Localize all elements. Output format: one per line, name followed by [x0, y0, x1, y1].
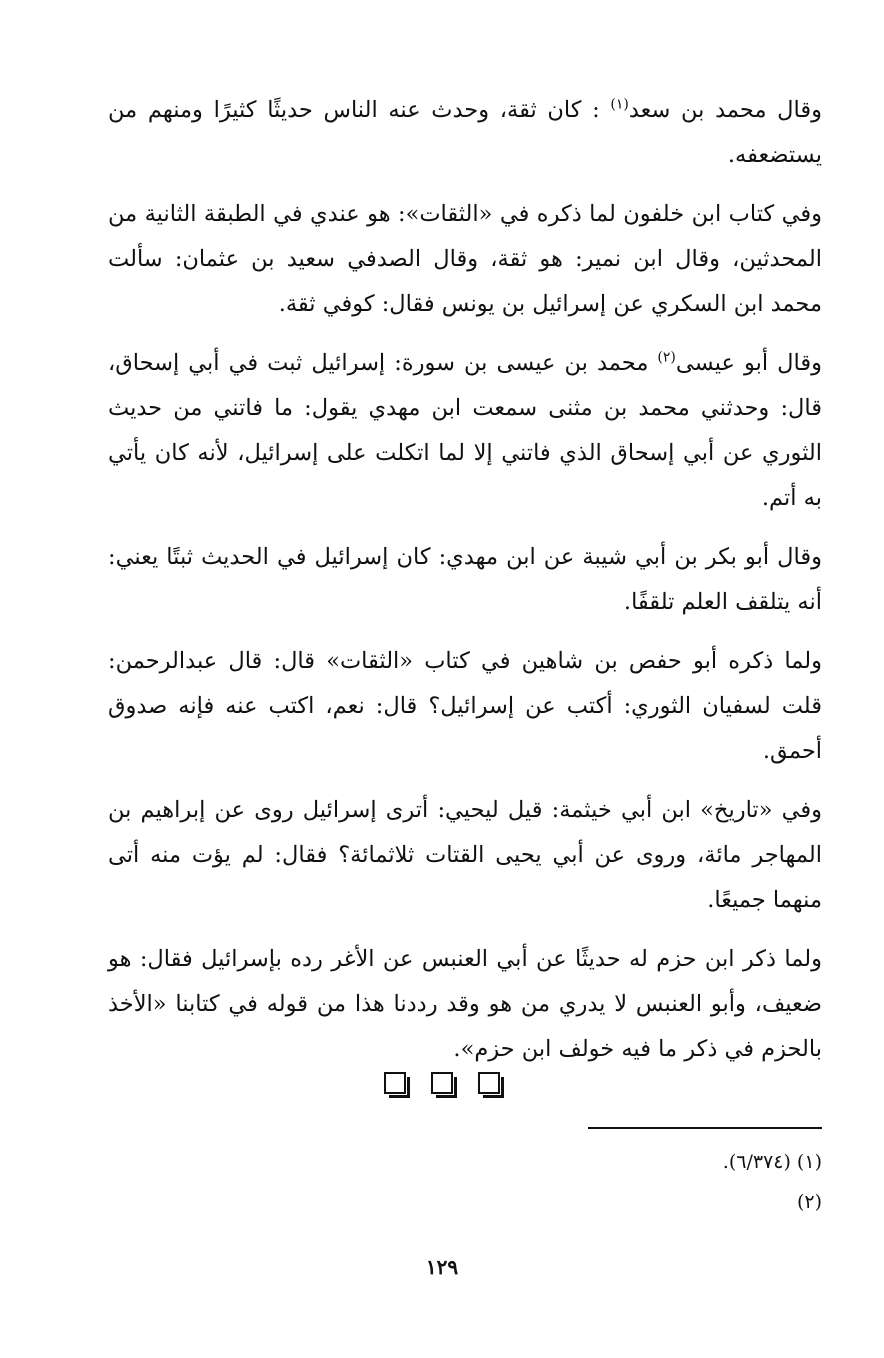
paragraph-text: وفي «تاريخ» ابن أبي خيثمة: قيل ليحيي: أترى إسرائيل روى عن إبراهيم بن المهاجر مائة، وروى عن أبي يحيى القتات ثلاثمائة؟ فقال: لم يؤت منه أتى منهما جميعًا. [108, 797, 822, 913]
paragraph-text: محمد بن عيسى بن سورة: إسرائيل ثبت في أبي إسحاق، قال: وحدثني محمد بن مثنى سمعت ابن مهدي يقول: ما فاتني من حديث الثوري عن أبي إسحاق الذي فاتني إلا لما اتكلت على إسرائيل، لأنه كان يأتي به أتم. [108, 350, 822, 511]
page-number: ١٢٩ [425, 1255, 459, 1279]
paragraph-text: وقال أبو عيسى [675, 350, 822, 376]
paragraph-2 [108, 192, 822, 327]
paragraph-text: وقال محمد بن سعد [628, 97, 822, 123]
paragraph-1 [108, 88, 822, 178]
paragraph-text: ولما ذكره أبو حفص بن شاهين في كتاب «الثقات» قال: قال عبدالرحمن: قلت لسفيان الثوري: أكتب عن إسرائيل؟ قال: نعم، اكتب عنه فإنه صدوق أحمق. [108, 648, 822, 764]
paragraph-text: ولما ذكر ابن حزم له حديثًا عن أبي العنبس عن الأغر رده بإسرائيل فقال: هو ضعيف، وأبو العنبس لا يدري من هو وقد رددنا هذا من قوله في كتابنا «الأخذ بالحزم في ذكر ما فيه خولف ابن حزم». [108, 946, 822, 1062]
paragraph-text: وفي كتاب ابن خلفون لما ذكره في «الثقات»: هو عندي في الطبقة الثانية من المحدثين، وقال ابن نمير: هو ثقة، وقال الصدفي سعيد بن عثمان: سألت محمد ابن السكري عن إسرائيل بن يونس فقال: كوفي ثقة. [108, 201, 822, 317]
paragraph-6 [108, 788, 822, 923]
paragraph-text: : كان ثقة، وحدث عنه الناس حديثًا كثيرًا ومنهم من يستضعفه. [108, 97, 822, 168]
square-ornament-icon [431, 1072, 453, 1094]
paragraph-3 [108, 341, 822, 521]
footnote-1: (١) (٦/٣٧٤). [722, 1151, 822, 1173]
footnotes [108, 1142, 822, 1222]
square-ornament-icon [384, 1072, 406, 1094]
main-text [108, 88, 822, 1086]
square-ornament-icon [478, 1072, 500, 1094]
footnote-ref-2[interactable]: (٢) [657, 349, 676, 366]
footnote-2: (٢) [796, 1191, 822, 1213]
paragraph-text: وقال أبو بكر بن أبي شيبة عن ابن مهدي: كان إسرائيل في الحديث ثبتًا يعني: أنه يتلقف العلم تلقفًا. [108, 544, 822, 615]
footnote-ref-1[interactable]: (١) [610, 96, 629, 113]
paragraph-4 [108, 535, 822, 625]
paragraph-5 [108, 639, 822, 774]
footnote-separator [588, 1127, 822, 1129]
section-divider [0, 1072, 884, 1098]
paragraph-7 [108, 937, 822, 1072]
